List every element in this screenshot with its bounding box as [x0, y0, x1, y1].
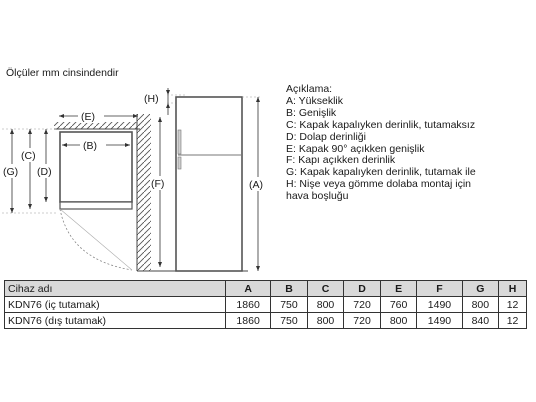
table-row [5, 297, 527, 313]
legend-item-h-cont: hava boşluğu [286, 190, 349, 203]
dim-label-c: (C) [21, 150, 36, 162]
legend-item-h: H: Nişe veya gömme dolaba montaj için [286, 178, 472, 191]
legend-item-g: G: Kapak kapalıyken derinlik, tutamak ile [286, 166, 476, 179]
table-cell: 840 [462, 313, 499, 329]
dim-label-f: (F) [151, 178, 165, 190]
table-header-device: Cihaz adı [5, 281, 226, 297]
table-cell: 1860 [226, 297, 271, 313]
table-cell: 1490 [417, 297, 462, 313]
table-cell: 750 [271, 313, 308, 329]
dim-label-b: (B) [83, 140, 97, 152]
units-note: Ölçüler mm cinsindendir [6, 67, 119, 79]
side-view-wall [137, 114, 151, 271]
table-cell: 800 [380, 313, 417, 329]
dim-label-e: (E) [81, 111, 95, 123]
table-cell: 800 [462, 297, 499, 313]
table-cell: 1490 [417, 313, 462, 329]
table-cell: 800 [307, 297, 344, 313]
table-header-c: C [307, 281, 344, 297]
table-header-d: D [344, 281, 381, 297]
side-view [137, 88, 270, 271]
table-cell: KDN76 (iç tutamak) [5, 297, 226, 313]
table-header-e: E [380, 281, 417, 297]
dim-label-h: (H) [144, 93, 159, 105]
legend [286, 84, 476, 203]
fridge-body [176, 97, 242, 271]
top-view-wall [54, 122, 140, 129]
table-header-row [5, 281, 527, 297]
table-header-b: B [271, 281, 308, 297]
legend-item-c: C: Kapak kapalıyken derinlik, tutamaksız [286, 118, 476, 131]
table-cell: KDN76 (dış tutamak) [5, 313, 226, 329]
top-view-door [60, 202, 132, 209]
table-cell: 800 [307, 313, 344, 329]
top-view [2, 109, 140, 270]
dimensions-table [4, 280, 527, 329]
table-cell: 1860 [226, 313, 271, 329]
table-cell: 750 [271, 297, 308, 313]
fridge-handle-bottom [178, 157, 181, 169]
table-cell: 760 [380, 297, 417, 313]
dim-label-a: (A) [249, 179, 263, 191]
dim-label-g: (G) [3, 166, 19, 178]
dim-label-d: (D) [37, 166, 52, 178]
table-cell: 720 [344, 313, 381, 329]
legend-item-b: B: Genişlik [286, 106, 337, 119]
table-cell: 12 [499, 313, 527, 329]
table-row [5, 313, 527, 329]
table-cell: 720 [344, 297, 381, 313]
table-header-h: H [499, 281, 527, 297]
table-header-f: F [417, 281, 462, 297]
legend-heading: Açıklama: [286, 83, 333, 95]
legend-item-d: D: Dolap derinliği [286, 130, 366, 143]
fridge-handle-top [178, 130, 181, 154]
legend-item-e: E: Kapak 90° açıkken genişlik [286, 142, 425, 155]
table-cell: 12 [499, 297, 527, 313]
table-header-g: G [462, 281, 499, 297]
legend-item-f: F: Kapı açıkken derinlik [286, 154, 396, 167]
table-header-a: A [226, 281, 271, 297]
legend-item-a: A: Yükseklik [286, 94, 343, 107]
